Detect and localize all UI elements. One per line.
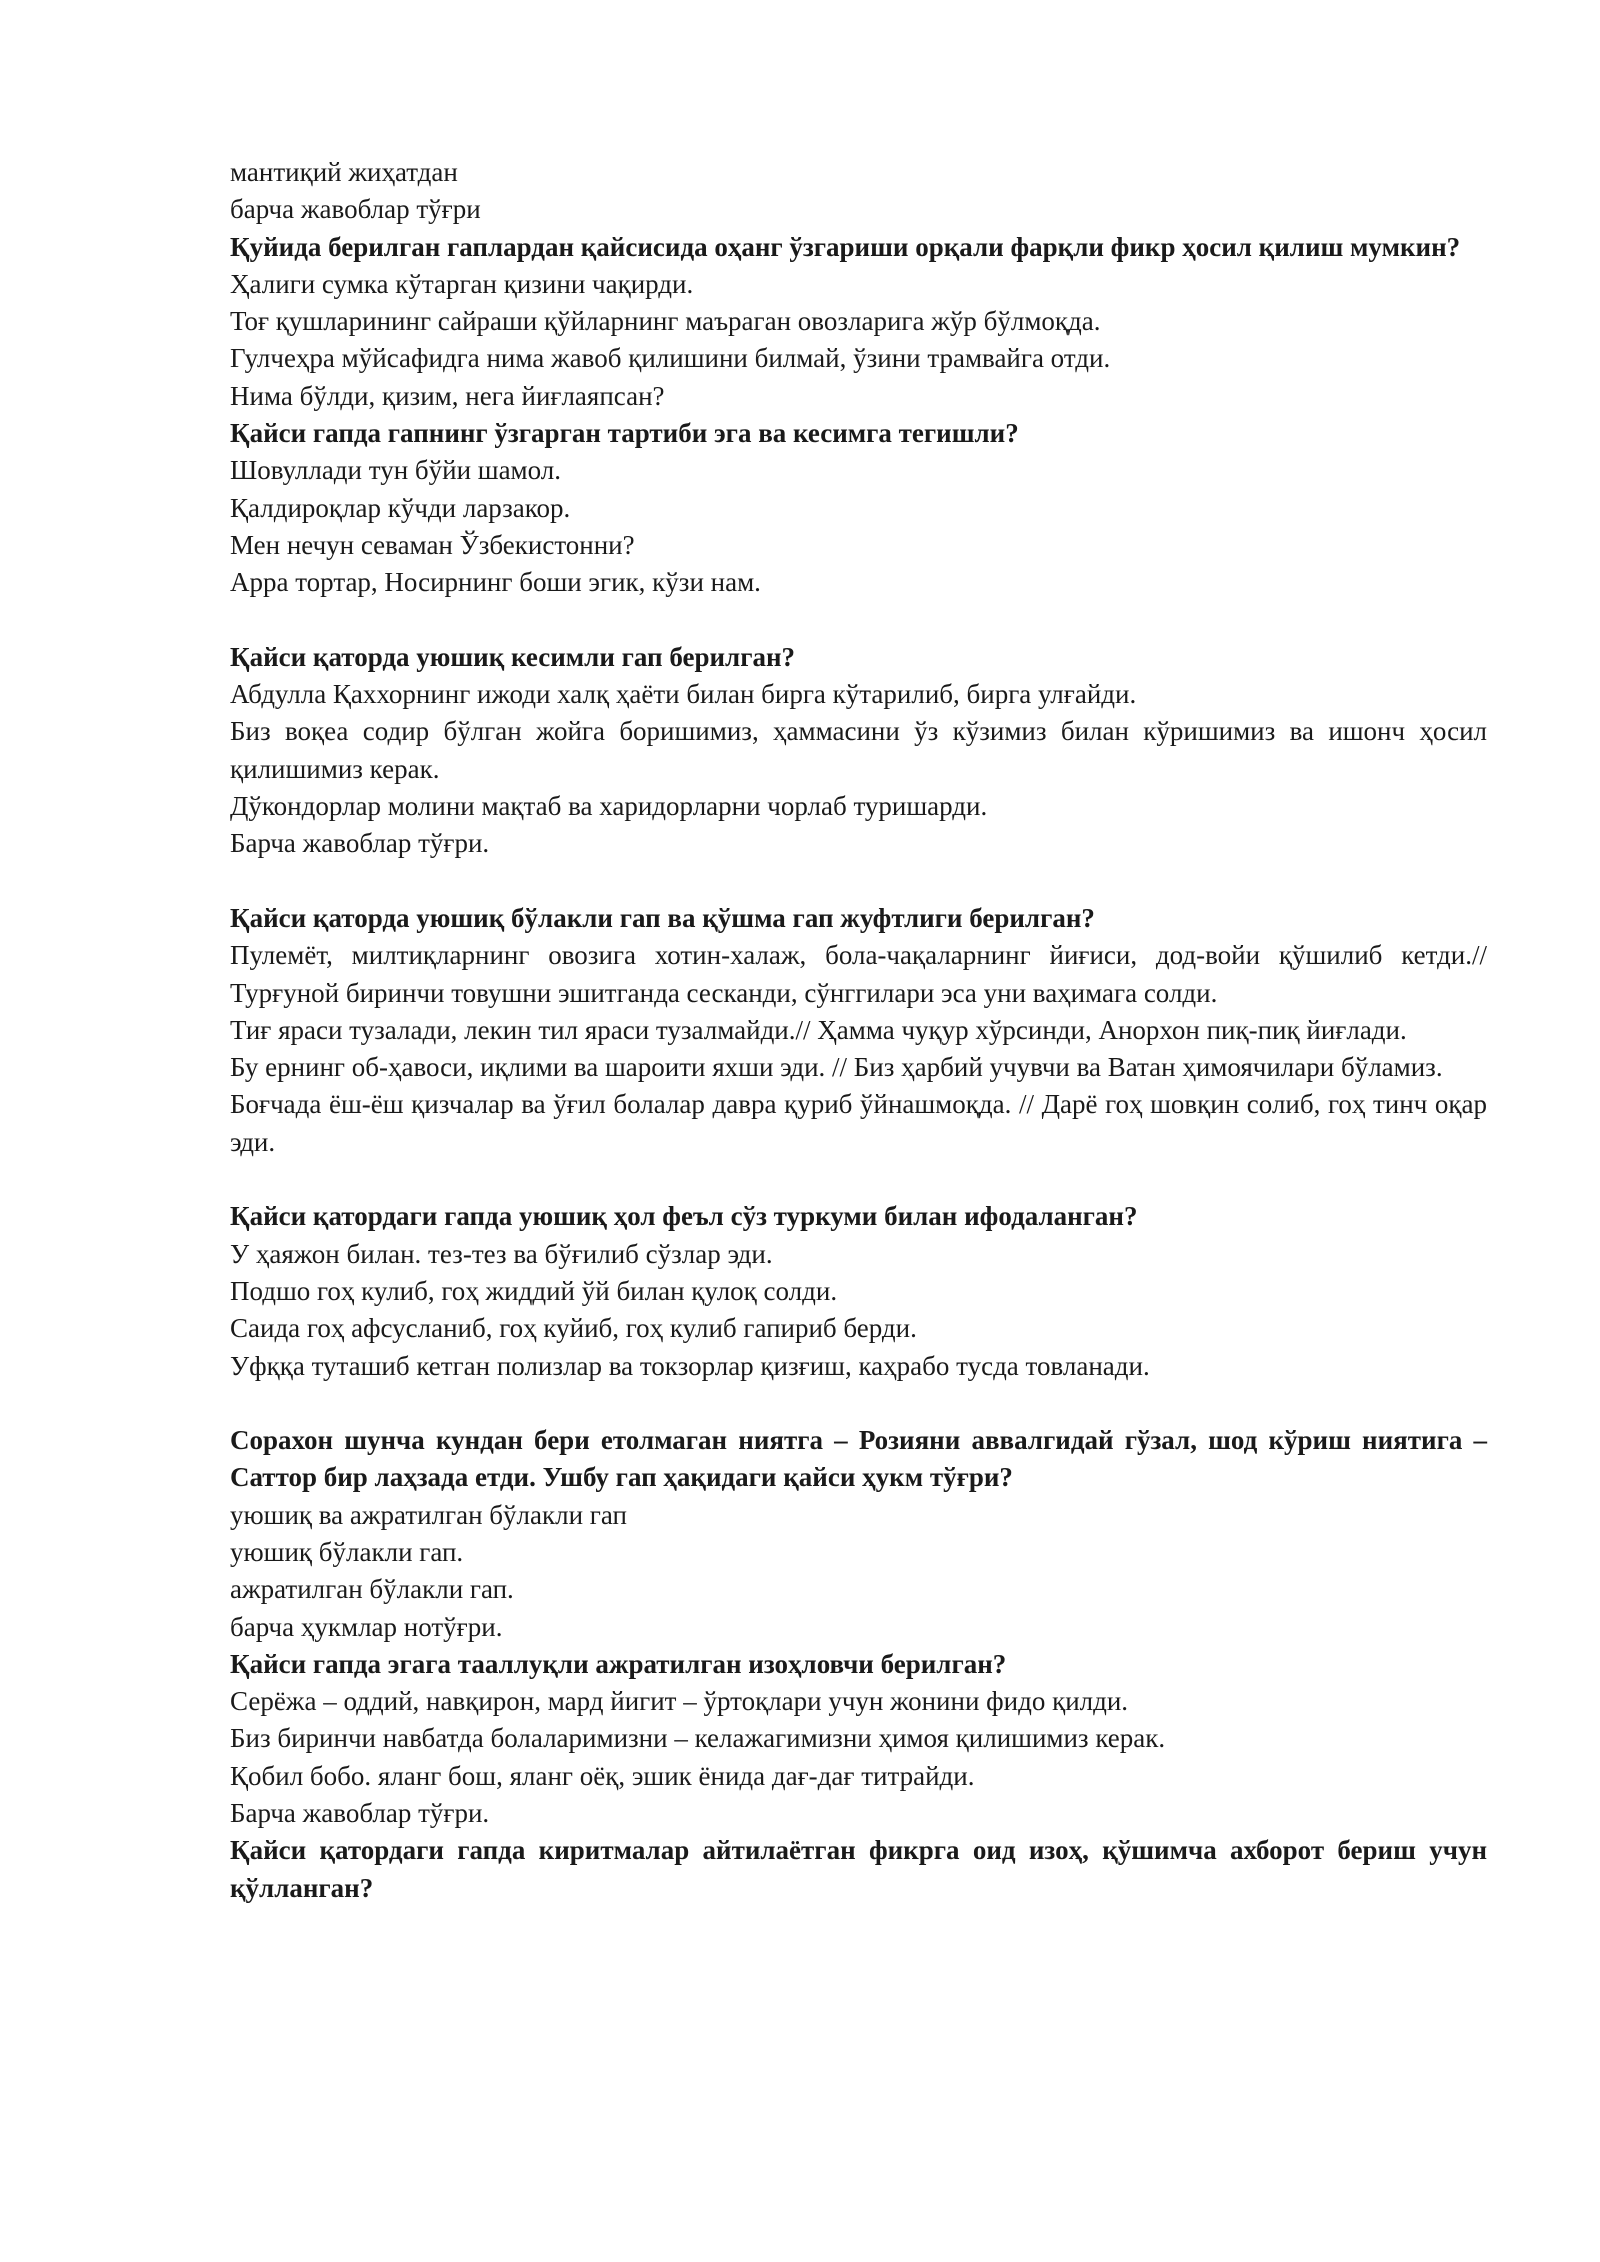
answer-option: Қобил бобо. яланг бош, яланг оёқ, эшик ёнида дағ-дағ титрайди. (230, 1760, 975, 1791)
answer-option: Қалдироқлар кўчди ларзакор. (230, 492, 571, 523)
answer-option: уюшиқ ва ажратилган бўлакли гап (230, 1499, 627, 1530)
blank-line (230, 1385, 1487, 1422)
document-page (230, 154, 1487, 1907)
question-text: Қуйида берилган гаплардан қайсисида оҳанг ўзгариши орқали фарқли фикр ҳосил қилиш мумкин? (230, 231, 1461, 262)
answer-option: Гулчеҳра мўйсафидга нима жавоб қилишини билмай, ўзини трамвайга отди. (230, 343, 1111, 374)
blank-line (230, 1161, 1487, 1198)
question-text: Қайси қатордаги гапда уюшиқ ҳол феъл сўз туркуми билан ифодаланган? (230, 1201, 1138, 1232)
answer-option: Нима бўлди, қизим, нега йиғлаяпсан? (230, 380, 665, 411)
question-text: Қайси гапда эгага тааллуқли ажратилган изоҳловчи берилган? (230, 1648, 1007, 1679)
answer-option: Мен нечун севаман Ўзбекистонни? (230, 529, 635, 560)
answer-option: Биз воқеа содир бўлган жойга боришимиз, ҳаммасини ўз кўзимиз билан кўришимиз ва ишонч ҳосил қилишимиз керак. (230, 716, 1487, 784)
answer-option: Дўкондорлар молини мақтаб ва харидорларни чорлаб туришарди. (230, 791, 988, 822)
answer-option: барча ҳукмлар нотўғри. (230, 1611, 503, 1642)
answer-option: Уфққа туташиб кетган полизлар ва токзорлар қизғиш, каҳрабо тусда товланади. (230, 1350, 1150, 1381)
answer-option: Ҳалиги сумка кўтарган қизини чақирди. (230, 268, 694, 299)
answer-option: Абдулла Қаххорнинг ижоди халқ ҳаёти билан бирга кўтарилиб, бирга улғайди. (230, 679, 1137, 710)
question-text: Қайси гапда гапнинг ўзгарган тартиби эга ва кесимга тегишли? (230, 418, 1019, 449)
answer-option: мантиқий жиҳатдан (230, 157, 458, 187)
answer-option: уюшиқ бўлакли гап. (230, 1536, 464, 1567)
answer-option: Барча жавоблар тўғри. (230, 828, 490, 859)
question-text: Қайси қаторда уюшиқ кесимли гап берилган? (230, 641, 796, 672)
answer-option: Арра тортар, Носирнинг боши эгик, кўзи нам. (230, 567, 761, 598)
answer-option: Шовуллади тун бўйи шамол. (230, 455, 562, 486)
answer-option: Барча жавоблар тўғри. (230, 1798, 490, 1829)
answer-option: Подшо гоҳ кулиб, гоҳ жиддий ўй билан қулоқ солди. (230, 1275, 838, 1306)
answer-option: барча жавоблар тўғри (230, 194, 481, 225)
answer-option: Бу ернинг об-ҳавоси, иқлими ва шароити яхши эди. // Биз ҳарбий учувчи ва Ватан ҳимоячилари бўламиз. (230, 1052, 1443, 1083)
question-text: Қайси қаторда уюшиқ бўлакли гап ва қўшма гап жуфтлиги берилган? (230, 902, 1095, 933)
answer-option: Саида гоҳ афсусланиб, гоҳ куйиб, гоҳ кулиб гапириб берди. (230, 1313, 917, 1344)
answer-option: Пулемёт, милтиқларнинг овозига хотин-халаж, бола-чақаларнинг йиғиси, дод-войи қўшилиб кетди.// Турғуной биринчи товушни эшитганда сесканди, сўнггилари эса уни ваҳимага солди. (230, 940, 1487, 1008)
answer-option: Биз биринчи навбатда болаларимизни – келажагимизни ҳимоя қилишимиз керак. (230, 1723, 1166, 1754)
blank-line (230, 602, 1487, 639)
answer-option: У ҳаяжон билан. тез-тез ва бўғилиб сўзлар эди. (230, 1238, 773, 1269)
answer-option: Тиғ яраси тузалади, лекин тил яраси тузалмайди.// Ҳамма чуқур хўрсинди, Анорхон пиқ-пиқ йиғлади. (230, 1014, 1407, 1045)
blank-line (230, 863, 1487, 900)
answer-option: Серёжа – оддий, навқирон, мард йигит – ўртоқлари учун жонини фидо қилди. (230, 1686, 1129, 1717)
answer-option: Тоғ қушларининг сайраши қўйларнинг маъраган овозларига жўр бўлмоқда. (230, 306, 1101, 337)
answer-option: Боғчада ёш-ёш қизчалар ва ўғил болалар давра қуриб ўйнашмоқда. // Дарё гоҳ шовқин солиб, гоҳ тинч оқар эди. (230, 1089, 1487, 1157)
question-text: Қайси қатордаги гапда киритмалар айтилаётган фикрга оид изоҳ, қўшимча ахборот бериш учун қўлланган? (230, 1835, 1487, 1903)
answer-option: ажратилган бўлакли гап. (230, 1574, 514, 1605)
question-text: Сорахон шунча кундан бери етолмаган ниятга – Розияни аввалгидай гўзал, шод кўриш ниятига – Саттор бир лаҳзада етди. Ушбу гап ҳақидаги қайси ҳукм тўғри? (230, 1425, 1487, 1493)
